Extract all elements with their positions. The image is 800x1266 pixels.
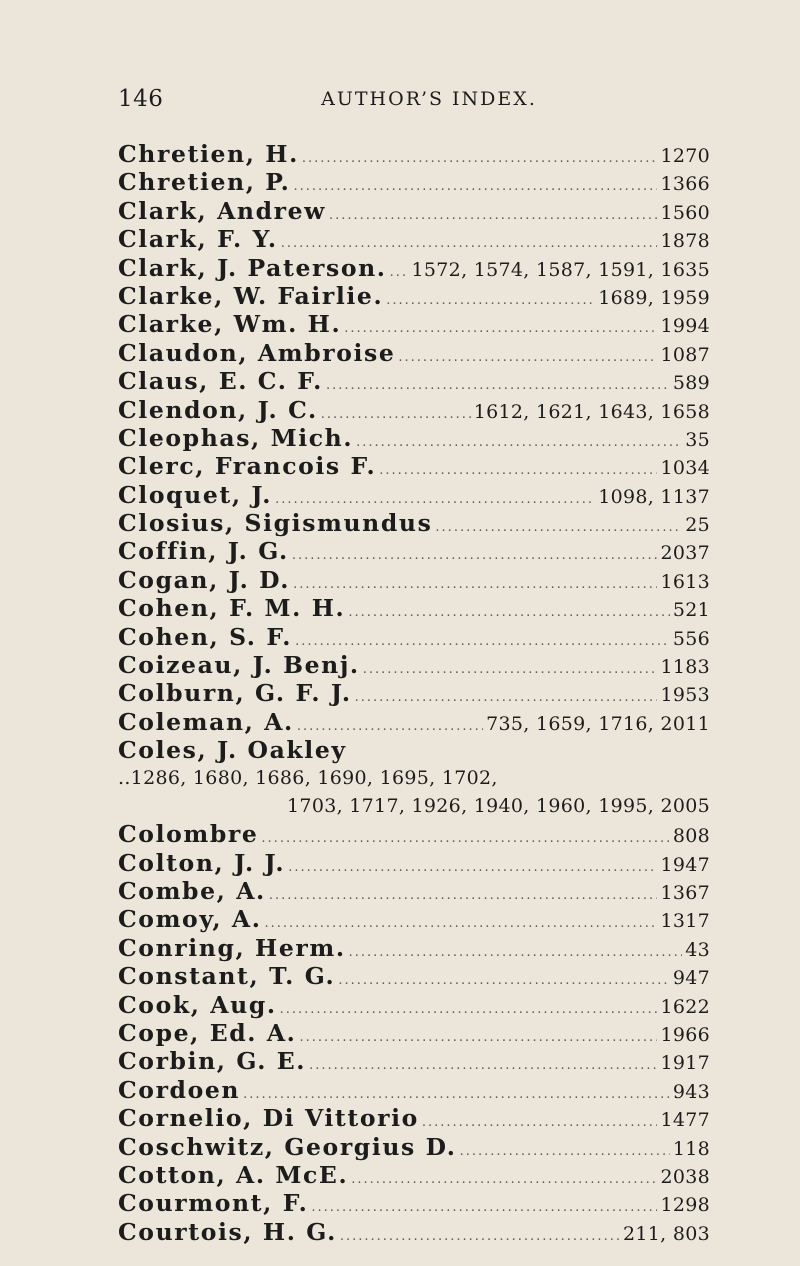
index-entry (118, 537, 710, 565)
index-entry (118, 679, 710, 707)
dot-leader (435, 514, 682, 542)
running-header (118, 86, 710, 120)
page-references: 1966 (660, 1023, 710, 1046)
author-name: Cornelio, Di Vittorio (118, 1104, 419, 1133)
author-name: Courmont, F. (118, 1189, 309, 1218)
dot-leader (348, 599, 670, 627)
dot-leader (356, 429, 682, 457)
page-references: 1622 (660, 995, 710, 1018)
index-entry (118, 934, 710, 962)
index-entry (118, 708, 710, 736)
dot-leader (422, 1109, 658, 1137)
page-references: 1366 (660, 173, 710, 196)
index-entry (118, 339, 710, 367)
page-references: 1953 (660, 684, 710, 707)
author-name: Closius, Sigismundus (118, 509, 433, 538)
index-entry (118, 225, 710, 253)
dot-leader (326, 372, 670, 400)
dot-leader (340, 1223, 620, 1251)
dot-leader (363, 656, 658, 684)
author-name: Coleman, A. (118, 707, 294, 736)
author-name: Conring, Herm. (118, 933, 346, 962)
dot-leader (355, 684, 658, 712)
author-index-list (118, 140, 710, 1246)
author-name: Cohen, F. M. H. (118, 594, 346, 623)
page-references: 1612, 1621, 1643, 1658 (473, 400, 710, 423)
index-entry (118, 877, 710, 905)
index-entry (118, 1104, 710, 1132)
index-entry (118, 168, 710, 196)
page-references: 1572, 1574, 1587, 1591, 1635 (411, 258, 710, 281)
index-entry (118, 1019, 710, 1047)
dot-leader (261, 825, 669, 853)
author-name: Clark, J. Paterson. (118, 253, 387, 282)
index-entry (118, 367, 710, 395)
author-name: Clark, Andrew (118, 196, 326, 225)
index-entry (118, 1047, 710, 1075)
page-references: 1317 (660, 910, 710, 933)
dot-leader (351, 1166, 657, 1194)
index-entry (118, 849, 710, 877)
index-entry (118, 905, 710, 933)
author-name: Clendon, J. C. (118, 395, 318, 424)
index-entry (118, 651, 710, 679)
index-entry (118, 254, 710, 282)
author-name: Colburn, G. F. J. (118, 679, 352, 708)
page-references: 943 (672, 1080, 710, 1103)
dot-leader (288, 854, 657, 882)
author-name: Cordoen (118, 1075, 241, 1104)
index-entry (118, 1161, 710, 1189)
dot-leader (398, 344, 657, 372)
index-entry (118, 962, 710, 990)
dot-leader (280, 996, 658, 1024)
index-entry (118, 396, 710, 424)
index-entry (118, 1133, 710, 1161)
index-entry (118, 736, 710, 820)
page-references: 1994 (660, 315, 710, 338)
page-references: 1298 (660, 1194, 710, 1217)
index-entry (118, 1076, 710, 1104)
page-references: 947 (672, 967, 710, 990)
page-references: ..1286, 1680, 1686, 1690, 1695, 1702, (118, 767, 498, 790)
author-name: Coles, J. Oakley (118, 736, 347, 765)
dot-leader (302, 145, 658, 173)
page-references: 1613 (660, 570, 710, 593)
index-entry (118, 566, 710, 594)
page-references-continued: 1703, 1717, 1926, 1940, 1960, 1995, 2005 (287, 795, 710, 818)
page-references: 1367 (660, 881, 710, 904)
author-name: Chretien, P. (118, 168, 291, 197)
page-references: 1878 (660, 230, 710, 253)
page-number: 146 (118, 86, 164, 112)
page-references: 118 (672, 1137, 710, 1160)
author-name: Claudon, Ambroise (118, 338, 396, 367)
dot-leader (338, 967, 670, 995)
page-references: 2038 (660, 1165, 710, 1188)
dot-leader (386, 287, 595, 315)
index-entry (118, 623, 710, 651)
page-references: 1917 (660, 1052, 710, 1075)
page-references: 1560 (660, 201, 710, 224)
author-name: Corbin, G. E. (118, 1047, 307, 1076)
page-references: 808 (672, 825, 710, 848)
page-references: 1947 (660, 853, 710, 876)
index-entry (118, 991, 710, 1019)
author-name: Comoy, A. (118, 905, 262, 934)
page-references: 1183 (660, 656, 710, 679)
index-entry (118, 197, 710, 225)
page-references: 589 (672, 372, 710, 395)
dot-leader (293, 571, 657, 599)
index-entry (118, 282, 710, 310)
page-references: 1689, 1959 (598, 286, 710, 309)
dot-leader (379, 457, 657, 485)
author-name: Cloquet, J. (118, 480, 273, 509)
page-references: 35 (685, 428, 710, 451)
author-name: Courtois, H. G. (118, 1217, 337, 1246)
author-name: Coschwitz, Georgius D. (118, 1132, 457, 1161)
author-name: Cotton, A. McE. (118, 1160, 349, 1189)
page-references: 735, 1659, 1716, 2011 (486, 712, 710, 735)
index-entry (118, 310, 710, 338)
page-references: 1477 (660, 1109, 710, 1132)
page-references: 1034 (660, 457, 710, 480)
running-title: AUTHOR’S INDEX. (321, 88, 537, 110)
author-name: Combe, A. (118, 876, 266, 905)
author-name: Colton, J. J. (118, 848, 286, 877)
author-name: Coffin, J. G. (118, 537, 289, 566)
author-name: Cook, Aug. (118, 990, 277, 1019)
page-references: 556 (672, 627, 710, 650)
author-name: Cleophas, Mich. (118, 423, 354, 452)
dot-leader (460, 1138, 670, 1166)
author-name: Clerc, Francois F. (118, 452, 377, 481)
dot-leader (349, 939, 683, 967)
dot-leader (292, 542, 658, 570)
index-entry (118, 594, 710, 622)
author-name: Clarke, Wm. H. (118, 310, 342, 339)
index-entry (118, 452, 710, 480)
author-name: Chretien, H. (118, 140, 299, 168)
page-references: 1098, 1137 (598, 485, 710, 508)
page-references: 211, 803 (622, 1222, 710, 1245)
dot-leader (309, 1052, 657, 1080)
author-name: Claus, E. C. F. (118, 367, 323, 396)
author-name: Cohen, S. F. (118, 622, 293, 651)
page-references: 2037 (660, 542, 710, 565)
index-entry (118, 140, 710, 168)
author-name: Clark, F. Y. (118, 225, 278, 254)
dot-leader (311, 1194, 657, 1222)
index-entry (118, 481, 710, 509)
author-name: Coizeau, J. Benj. (118, 651, 360, 680)
index-entry (118, 820, 710, 848)
author-name: Cogan, J. D. (118, 565, 291, 594)
index-entry (118, 424, 710, 452)
dot-leader (329, 202, 657, 230)
author-name: Clarke, W. Fairlie. (118, 281, 384, 310)
author-name: Constant, T. G. (118, 962, 336, 991)
author-name: Colombre (118, 820, 259, 849)
page-references: 1270 (660, 145, 710, 167)
page-references: 43 (685, 938, 710, 961)
index-entry (118, 509, 710, 537)
dot-leader (299, 1024, 657, 1052)
author-name: Cope, Ed. A. (118, 1018, 297, 1047)
index-entry (118, 1189, 710, 1217)
dot-leader (293, 173, 657, 201)
dot-leader (390, 259, 409, 287)
page-references: 25 (685, 514, 710, 537)
dot-leader (269, 882, 658, 910)
page-references: 1087 (660, 343, 710, 366)
page-references: 521 (672, 599, 710, 622)
